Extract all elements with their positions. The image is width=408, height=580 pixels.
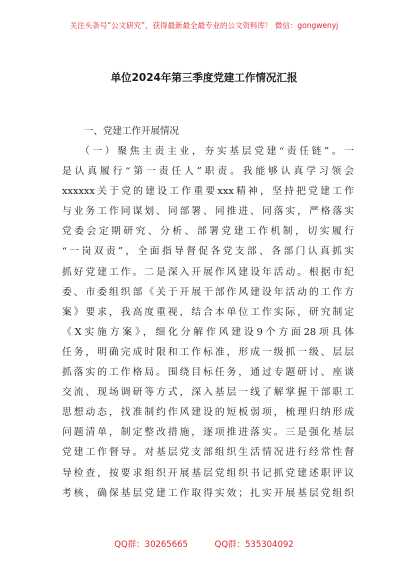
body-line: 委、市委组织部《关于开展干部作风建设年活动的工作方 bbox=[62, 286, 354, 298]
body-line: “一岗双责”，全面指导督促各党支部、各部门认真抓实 bbox=[62, 246, 354, 258]
document-body bbox=[62, 142, 354, 504]
body-line: 考核，确保基层党建工作取得实效；扎实开展基层党组织 bbox=[62, 487, 354, 499]
section-heading: 一、党建工作开展情况 bbox=[84, 126, 180, 137]
body-line: 党委会定期研究、分析、部署党建工作机制，切实履行 bbox=[62, 226, 354, 238]
body-line: 党建工作督导。对基层党支部组织生活情况进行经常性督 bbox=[62, 447, 354, 459]
body-line: 抓落实的工作格局。围绕目标任务，通过专题研讨、座谈 bbox=[62, 367, 354, 379]
document-title: 单位2024年第三季度党建工作情况汇报 bbox=[110, 72, 298, 84]
body-line: 案》要求，我高度重视，结合本单位工作实际，研究制定 bbox=[62, 306, 354, 318]
footer-qq-group-1: QQ群：30265665 bbox=[114, 540, 188, 550]
body-line: 任务，明确完成时限和工作标准，形成一级抓一级、层层 bbox=[62, 346, 354, 358]
body-line: 问题清单，制定整改措施，逐项推进落实。三是强化基层 bbox=[62, 427, 354, 439]
footer-contacts bbox=[0, 538, 408, 550]
body-line: 抓好党建工作。二是深入开展作风建设年活动。根据市纪 bbox=[62, 266, 354, 278]
body-line: （一）聚焦主责主业，夯实基层党建“责任链”。一 bbox=[80, 146, 354, 157]
body-line: 交流、现场调研等方式，深入基层一线了解掌握干部职工 bbox=[62, 387, 354, 399]
body-line: 《X实施方案》，细化分解作风建设9个方面28项具体 bbox=[62, 326, 354, 338]
body-line: 导检查，按要求组织开展基层党组织书记抓党建述职评议 bbox=[62, 467, 354, 479]
footer-qq-group-2: QQ群：535304092 bbox=[214, 540, 294, 550]
promo-banner: 关注头条号“公文研究”，获得最新最全最专业的公文资料库！ 微信：gongwenyj bbox=[69, 21, 339, 30]
body-line: xxxxxx关于党的建设工作重要xxx精神，坚持把党建工作 bbox=[62, 186, 354, 198]
body-line: 与业务工作同谋划、同部署、同推进、同落实，严格落实 bbox=[62, 206, 354, 218]
body-line: 是认真履行“第一责任人”职责。我能够认真学习领会 bbox=[62, 166, 354, 178]
body-line: 思想动态，找准制约作风建设的短板弱项，梳理归纳形成 bbox=[62, 407, 354, 419]
